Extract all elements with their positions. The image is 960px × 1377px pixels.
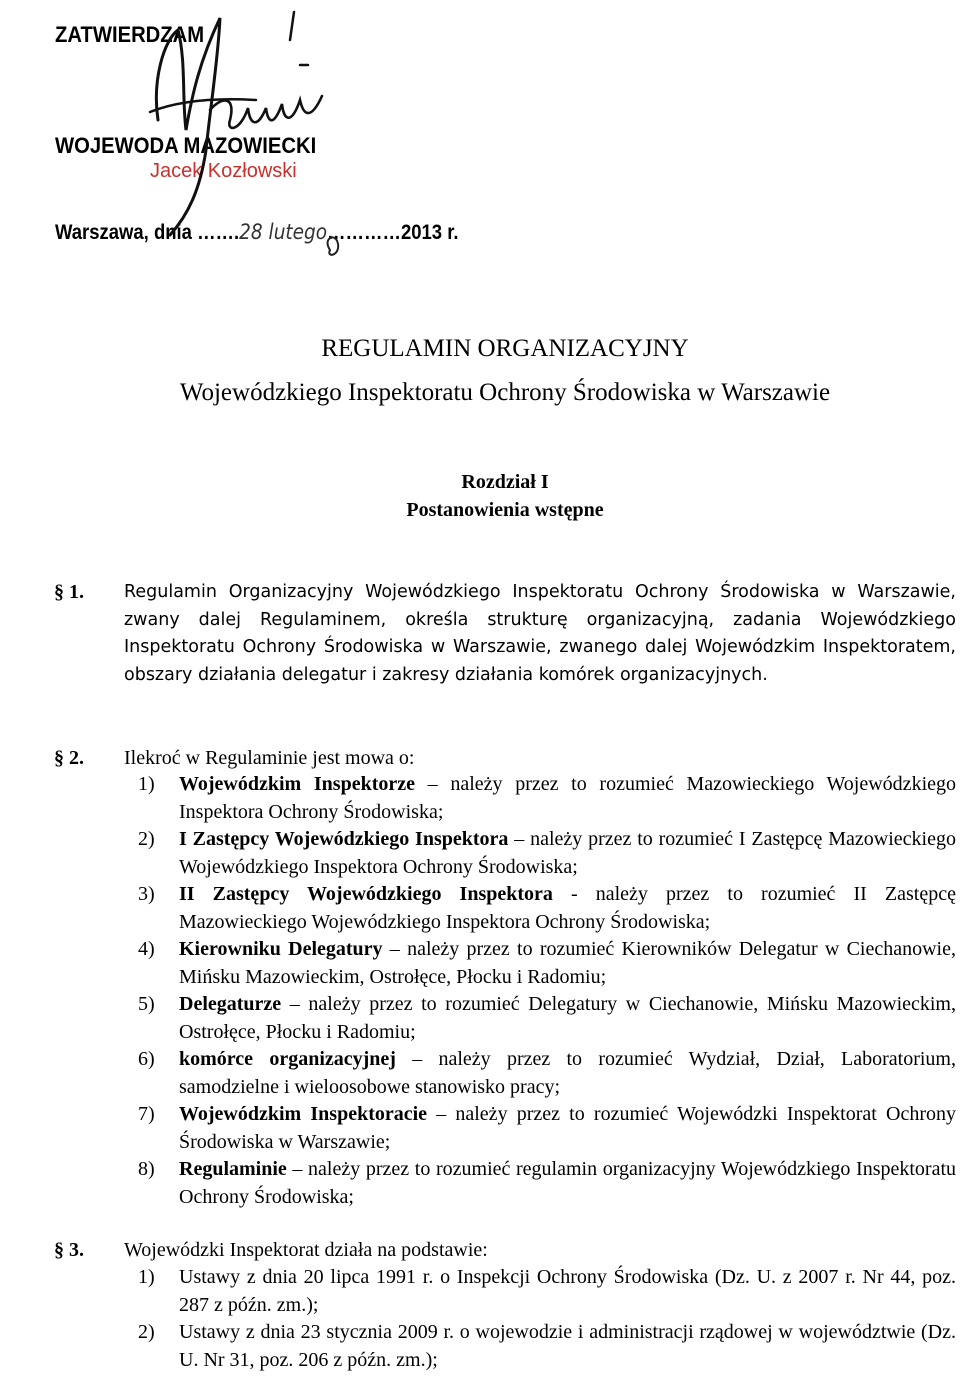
definition-text: – należy przez to rozumieć Kierowników Delegatur w Ciechanowie, Mińsku Mazowieckim, Ostrołęce, Płocku i Radomiu;	[179, 938, 956, 988]
stamp-office-label: WOJEWODA MAZOWIECKI	[55, 133, 317, 158]
chapter-title: Postanowienia wstępne	[406, 499, 604, 521]
stamp-place: Warszawa, dnia	[55, 221, 198, 244]
definition-number: 4)	[138, 938, 155, 960]
legal-basis-number: 1)	[138, 1266, 155, 1288]
definition-number: 8)	[138, 1158, 155, 1180]
stamp-dots-2: …………	[327, 221, 401, 244]
definitions-list	[124, 771, 956, 1211]
stamp-dots-1: …….	[197, 221, 240, 244]
definition-number: 1)	[138, 773, 155, 795]
definition-term: Wojewódzkim Inspektorze	[179, 773, 415, 795]
definition-item	[124, 936, 956, 991]
paragraph-3-intro: Wojewódzki Inspektorat działa na podstawie:	[124, 1239, 488, 1261]
paragraph-1-text: Regulamin Organizacyjny Wojewódzkiego Inspektoratu Ochrony Środowiska w Warszawie, zwany dalej Regulaminem, określa strukturę organizacyjną, zadania Wojewódzkiego Inspektoratu Ochrony Środowiska w Warszawie, zwanego dalej Wojewódzkim Inspektoratem, obszary działania delegatur i zakresy działania komórek organizacyjnych.	[124, 582, 956, 685]
definition-term: Delegaturze	[179, 993, 282, 1015]
paragraph-2-mark: § 2.	[54, 747, 84, 769]
handwritten-signature	[60, 0, 380, 260]
approval-stamp	[0, 0, 520, 270]
stamp-official-name: Jacek Kozłowski	[150, 160, 297, 182]
definition-term: Wojewódzkim Inspektoracie	[179, 1103, 428, 1125]
definition-number: 2)	[138, 828, 155, 850]
definition-text: - należy przez to rozumieć II Zastępcę Mazowieckiego Wojewódzkiego Inspektora Ochrony Środowiska;	[179, 883, 956, 933]
definition-text: – należy przez to rozumieć Wojewódzki Inspektorat Ochrony Środowiska w Warszawie;	[179, 1103, 956, 1153]
stamp-approve-label: ZATWIERDZAM	[55, 22, 205, 47]
definition-number: 3)	[138, 883, 155, 905]
definition-text: – należy przez to rozumieć Wydział, Dział, Laboratorium, samodzielne i wieloosobowe stanowisko pracy;	[179, 1048, 956, 1098]
paragraph-1-mark: § 1.	[54, 581, 84, 603]
definition-item	[124, 826, 956, 881]
legal-basis-text: Ustawy z dnia 23 stycznia 2009 r. o wojewodzie i administracji rządowej w województwie (Dz. U. Nr 31, poz. 206 z późn. zm.);	[179, 1321, 956, 1371]
legal-basis-number: 2)	[138, 1321, 155, 1343]
definition-number: 5)	[138, 993, 155, 1015]
legal-basis-list	[124, 1264, 956, 1374]
definition-text: – należy przez to rozumieć I Zastępcę Mazowieckiego Wojewódzkiego Inspektora Ochrony Środowiska;	[179, 828, 956, 878]
document-subtitle: Wojewódzkiego Inspektoratu Ochrony Środowiska w Warszawie	[179, 379, 831, 406]
legal-basis-item	[124, 1264, 956, 1319]
definition-item	[124, 991, 956, 1046]
definition-number: 7)	[138, 1103, 155, 1125]
definition-text: – należy przez to rozumieć Mazowieckiego Wojewódzkiego Inspektora Ochrony Środowiska;	[179, 773, 956, 823]
definition-term: Regulaminie	[179, 1158, 287, 1180]
definition-term: komórce organizacyjnej	[179, 1048, 396, 1070]
definition-number: 6)	[138, 1048, 155, 1070]
stamp-year: 2013 r.	[400, 221, 459, 244]
chapter-number: Rozdział I	[461, 471, 549, 493]
paragraph-3-mark: § 3.	[54, 1239, 84, 1261]
definition-term: Kierowniku Delegatury	[179, 938, 383, 960]
definition-item	[124, 771, 956, 826]
definition-item	[124, 1046, 956, 1101]
paragraph-2-intro: Ilekroć w Regulaminie jest mowa o:	[124, 747, 415, 769]
definition-term: I Zastępcy Wojewódzkiego Inspektora	[179, 828, 509, 850]
definition-item	[124, 1101, 956, 1156]
definition-term: II Zastępcy Wojewódzkiego Inspektora	[179, 883, 553, 905]
legal-basis-text: Ustawy z dnia 20 lipca 1991 r. o Inspekcji Ochrony Środowiska (Dz. U. z 2007 r. Nr 44, poz. 287 z późn. zm.);	[179, 1266, 956, 1316]
stamp-handwritten-date: 28 lutego	[239, 220, 328, 244]
definition-text: – należy przez to rozumieć Delegatury w Ciechanowie, Mińsku Mazowieckim, Ostrołęce, Płocku i Radomiu;	[179, 993, 956, 1043]
definition-item	[124, 1156, 956, 1211]
legal-basis-item	[124, 1319, 956, 1374]
definition-item	[124, 881, 956, 936]
document-title: REGULAMIN ORGANIZACYJNY	[321, 335, 689, 362]
definition-text: – należy przez to rozumieć regulamin organizacyjny Wojewódzkiego Inspektoratu Ochrony Środowiska;	[179, 1158, 956, 1208]
